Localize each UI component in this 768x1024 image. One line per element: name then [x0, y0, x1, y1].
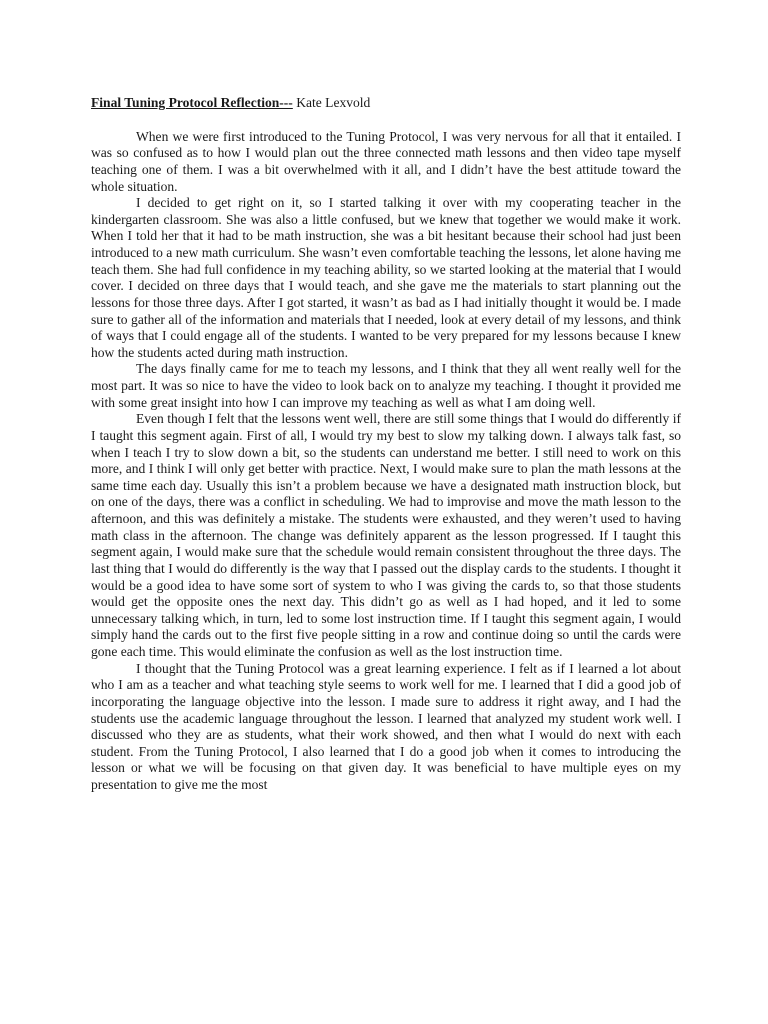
document-author: Kate Lexvold	[292, 95, 371, 110]
document-heading	[91, 95, 681, 112]
paragraph-1: When we were first introduced to the Tuning Protocol, I was very nervous for all that it entailed. I was so confused as to how I would plan out the three connected math lessons and then video tape myself teaching one of them. I was a bit overwhelmed with it all, and I didn’t have the best attitude toward the whole situation.	[91, 128, 681, 194]
paragraph-5: I thought that the Tuning Protocol was a great learning experience. I felt as if I learned a lot about who I am as a teacher and what teaching style seems to work well for me. I learned that I did a good job of incorporating the language objective into the lesson. I made sure to address it right away, and I had the students use the academic language throughout the lesson. I learned that analyzed my student work well. I discussed who they are as students, what their work showed, and then what I would do next with each student. From the Tuning Protocol, I also learned that I do a good job when it comes to introducing the lesson or what we will be focusing on that given day. It was beneficial to have multiple eyes on my presentation to give me the most	[91, 660, 681, 792]
paragraph-4: Even though I felt that the lessons went well, there are still some things that I would do differently if I taught this segment again. First of all, I would try my best to slow my talking down. I always talk fast, so when I teach I try to slow down a bit, so the students can understand me better. I still need to work on this more, and I think I will only get better with practice. Next, I would make sure to plan the math lessons at the same time each day. Usually this isn’t a problem because we have a designated math instruction block, but on one of the days, there was a conflict in scheduling. We had to improvise and move the math lesson to the afternoon, and this was definitely a mistake. The students were exhausted, and they weren’t used to having math class in the afternoon. The change was definitely apparent as the lesson progressed. If I taught this segment again, I would make sure that the schedule would remain consistent throughout the three days. The last thing that I would do differently is the way that I passed out the display cards to the students. I thought it would be a good idea to have some sort of system to who I was giving the cards to, so that those students would get the opposite ones the next day. This didn’t go as well as I had hoped, and it led to some unnecessary talking which, in turn, led to some lost instruction time. If I taught this segment again, I would simply hand the cards out to the first five people sitting in a row and continue doing so until the cards were gone each time. This would eliminate the confusion as well as the lost instruction time.	[91, 411, 681, 659]
paragraph-2: I decided to get right on it, so I started talking it over with my cooperating teacher in the kindergarten classroom. She was also a little confused, but we knew that together we would make it work. When I told her that it had to be math instruction, she was a bit hesitant because their school had just been introduced to a new math curriculum. She wasn’t even comfortable teaching the lessons, let alone having me teach them. She had full confidence in my teaching ability, so we started looking at the material that I would cover. I decided on three days that I would teach, and she gave me the materials to start planning out the lessons for those three days. After I got started, it wasn’t as bad as I had initially thought it would be. I made sure to gather all of the information and materials that I needed, look at every detail of my lessons, and think of ways that I could engage all of the students. I wanted to be very prepared for my lessons because I knew how the students acted during math instruction.	[91, 195, 681, 360]
document-body	[91, 95, 681, 794]
document-title: Final Tuning Protocol Reflection---	[91, 95, 293, 110]
paragraph-3: The days finally came for me to teach my lessons, and I think that they all went really well for the most part. It was so nice to have the video to look back on to analyze my teaching. I thought it provided me with some great insight into how I can improve my teaching as well as what I am doing well.	[91, 361, 681, 410]
